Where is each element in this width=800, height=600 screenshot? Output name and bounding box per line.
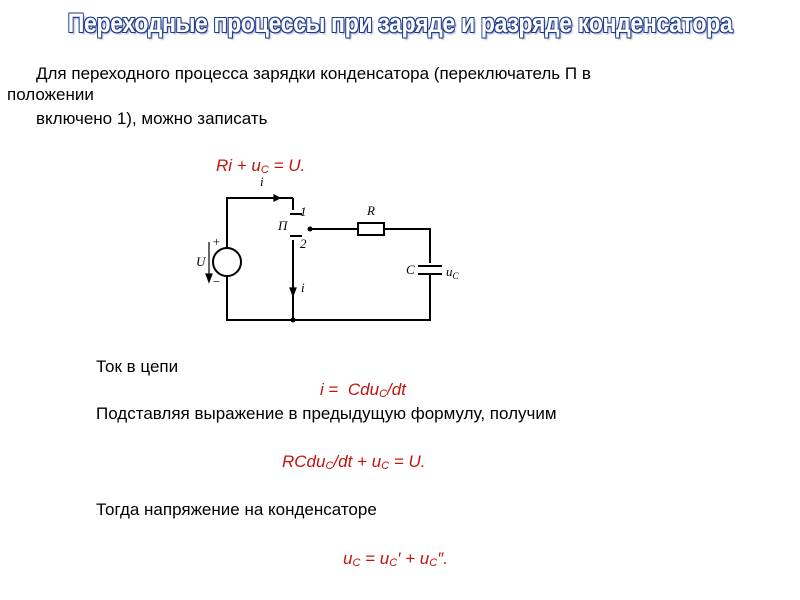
label-resistor: R bbox=[367, 203, 375, 218]
voltage-text: Тогда напряжение на конденсаторе bbox=[96, 500, 377, 519]
wire-to-capacitor bbox=[384, 229, 430, 263]
intro-line-3: включено 1), можно записать bbox=[36, 109, 268, 128]
formula-current: i = Cdu$_C$/dt bbox=[320, 380, 406, 400]
label-switch: П bbox=[278, 218, 288, 233]
switch-node bbox=[308, 227, 313, 232]
label-capacitor: C bbox=[406, 262, 415, 277]
intro-line-1: Для переходного процесса зарядки конденсатора (переключатель П в bbox=[36, 64, 591, 83]
label-i-top: i bbox=[260, 174, 264, 189]
circuit-diagram bbox=[190, 168, 459, 333]
label-voltage-cap: $u_C$ bbox=[446, 264, 459, 281]
label-plus: + bbox=[212, 234, 221, 249]
resistor-symbol bbox=[358, 223, 384, 235]
substitute-text: Подставляя выражение в предыдущую формулу, получим bbox=[96, 404, 557, 423]
label-source: U bbox=[196, 254, 206, 269]
intro-line-2: положении bbox=[7, 85, 94, 104]
page-title: Переходные процессы при заряде и разряде конденсатора bbox=[67, 8, 733, 38]
formula-differential: RCdu$_C$/dt + $u_C = U$. bbox=[282, 452, 426, 472]
label-pos-2: 2 bbox=[300, 236, 307, 251]
formula-voltage: $u_C = u_C' + u_C''$. bbox=[343, 549, 448, 569]
arrow-current-mid bbox=[290, 288, 296, 296]
bottom-node bbox=[291, 318, 296, 323]
label-i-mid: i bbox=[301, 280, 305, 295]
source-symbol bbox=[213, 248, 241, 276]
label-minus: − bbox=[212, 274, 221, 289]
wire-bottom bbox=[227, 276, 430, 320]
formula-charging: $Ri + u_C = U$. bbox=[216, 156, 306, 176]
label-pos-1: 1 bbox=[300, 204, 307, 219]
arrow-current-top bbox=[274, 195, 280, 201]
current-label: Ток в цепи bbox=[96, 357, 179, 376]
